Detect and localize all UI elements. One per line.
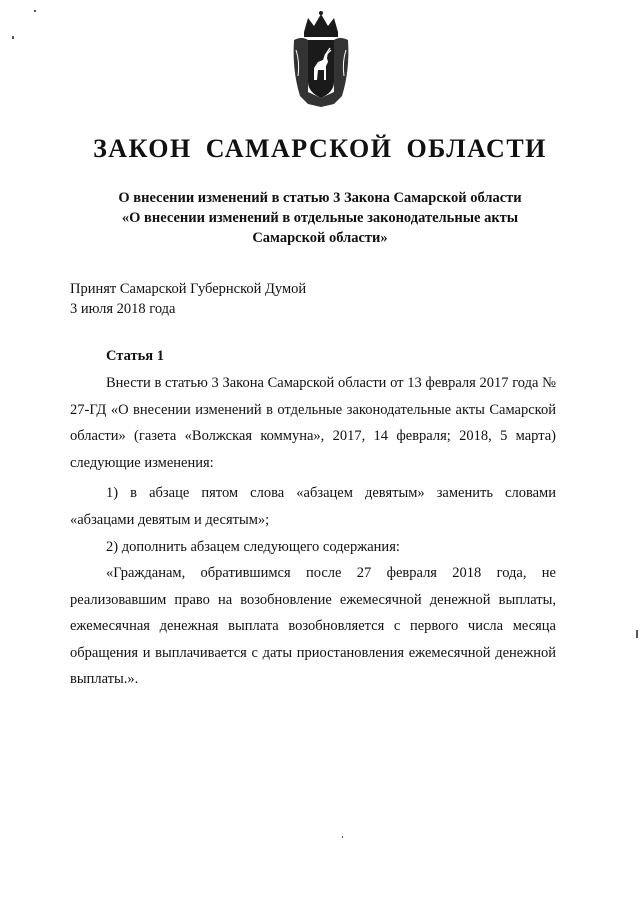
scan-speck — [636, 630, 638, 638]
adoption-block — [70, 279, 306, 319]
adopted-by: Принят Самарской Губернской Думой — [70, 281, 307, 297]
title-word-1: ЗАКОН — [93, 134, 192, 163]
article-paragraph: Внести в статью 3 Закона Самарской области от 13 февраля 2017 года № 27-ГД «О внесении изменений в отдельные законодательные акты Самарской области» (газета «Волжская коммуна», 2017, 14 февраля; 2018, 5 марта) следующие изменения: — [70, 375, 556, 471]
article-paragraph: 1) в абзаце пятом слова «абзацем девятым» заменить словами «абзацами девятым и десятым»; — [70, 485, 556, 528]
scan-speck — [12, 36, 14, 39]
article-paragraph: 2) дополнить абзацем следующего содержания: — [106, 539, 400, 555]
title-word-2: САМАРСКОЙ — [205, 134, 393, 163]
law-title — [0, 134, 640, 164]
article-heading: Статья 1 — [106, 348, 164, 364]
title-word-3: ОБЛАСТИ — [406, 134, 547, 163]
scan-speck — [342, 836, 343, 838]
subtitle-line: «О внесении изменений в отдельные законодательные акты — [121, 210, 519, 226]
subtitle-line: Самарской области» — [252, 230, 388, 246]
coat-of-arms-icon — [290, 10, 352, 108]
adopted-date: 3 июля 2018 года — [70, 301, 176, 317]
article-paragraph: «Гражданам, обратившимся после 27 февраля 2018 года, не реализовавшим право на возобновление ежемесячной денежной выплаты, ежемесячная денежная выплата возобновляется с первого числа месяца обращения и выплачивается с даты приостановления ежемесячной денежной выплаты.». — [70, 565, 556, 687]
scan-speck — [34, 10, 36, 12]
subtitle-line: О внесении изменений в статью 3 Закона Самарской области — [118, 190, 522, 206]
law-subtitle — [60, 188, 580, 248]
